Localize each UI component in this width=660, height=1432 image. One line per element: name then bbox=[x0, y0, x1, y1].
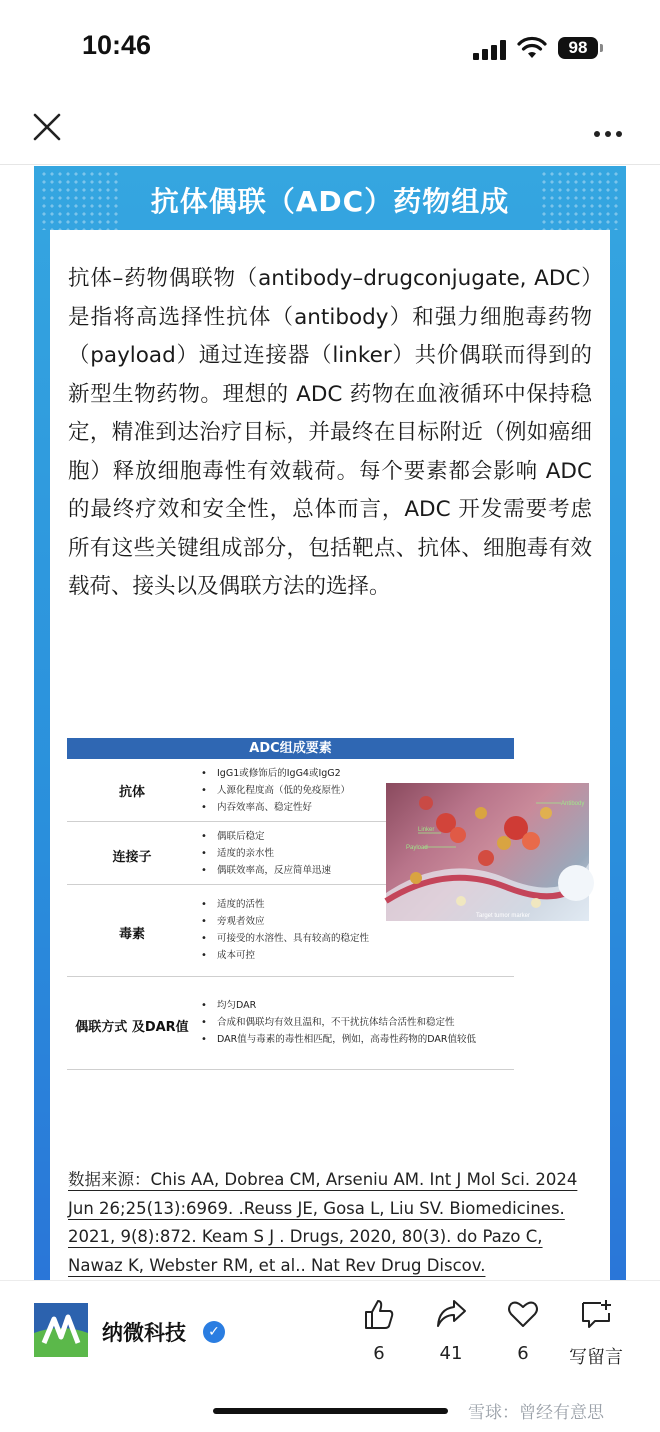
row-item: • DAR值与毒素的毒性相匹配，例如，高毒性药物的DAR值较低 bbox=[199, 1031, 476, 1048]
like-button[interactable] bbox=[349, 1297, 409, 1364]
watermark: 雪球：曾经有意思 bbox=[468, 1403, 604, 1423]
row-label: 毒素 bbox=[118, 927, 145, 942]
illus-label-antibody: Antibody bbox=[561, 801, 585, 807]
wifi-icon bbox=[517, 36, 547, 60]
share-arrow-icon bbox=[434, 1297, 468, 1331]
row-item: • 合成和偶联均有效且温和，不干扰抗体结合活性和稳定性 bbox=[199, 1014, 476, 1031]
row-item: • 旁观者效应 bbox=[199, 913, 369, 930]
row-item: • 均匀DAR bbox=[199, 997, 476, 1014]
battery-tip bbox=[600, 44, 603, 52]
illus-label-linker: Linker bbox=[418, 827, 435, 833]
status-bar bbox=[0, 0, 660, 100]
row-label: 连接子 bbox=[112, 850, 152, 865]
author-logo-icon bbox=[34, 1303, 88, 1357]
adc-illustration bbox=[386, 783, 589, 921]
share-button[interactable] bbox=[421, 1297, 481, 1364]
row-item: • 适度的活性 bbox=[199, 896, 369, 913]
row-item: • 成本可控 bbox=[199, 947, 369, 964]
nav-bar bbox=[0, 100, 660, 165]
comment-label: 写留言 bbox=[569, 1347, 623, 1368]
heart-icon bbox=[506, 1297, 540, 1331]
row-item: • 人源化程度高（低的免疫原性） bbox=[199, 782, 350, 799]
row-item: • IgG1或修饰后的IgG4或IgG2 bbox=[199, 765, 350, 782]
illus-label-payload: Payload bbox=[406, 845, 428, 851]
author-name[interactable]: 纳微科技 bbox=[102, 1321, 186, 1345]
more-options-icon[interactable] bbox=[594, 122, 627, 141]
row-item: • 可接受的水溶性、具有较高的稳定性 bbox=[199, 930, 369, 947]
comment-button[interactable] bbox=[566, 1297, 626, 1369]
close-icon[interactable] bbox=[30, 110, 64, 144]
poster-title: 抗体偶联（ADC）药物组成 bbox=[150, 185, 510, 218]
row-item: • 偶联后稳定 bbox=[199, 828, 331, 845]
favorite-button[interactable] bbox=[493, 1297, 553, 1364]
status-time: 10:46 bbox=[82, 30, 152, 60]
favorite-count: 6 bbox=[517, 1343, 529, 1364]
poster-card bbox=[50, 230, 610, 1280]
illus-label-target: Target tumor marker bbox=[476, 913, 531, 919]
comment-plus-icon bbox=[579, 1297, 613, 1331]
table-header: ADC组成要素 bbox=[67, 738, 514, 759]
row-item: • 适度的亲水性 bbox=[199, 845, 331, 862]
row-label: 抗体 bbox=[118, 785, 145, 800]
like-count: 6 bbox=[373, 1343, 385, 1364]
row-item: • 偶联效率高，反应简单迅速 bbox=[199, 862, 331, 879]
row-label: 偶联方式 及DAR值 bbox=[75, 1020, 189, 1035]
table-row bbox=[67, 977, 514, 1070]
author-avatar[interactable] bbox=[34, 1303, 88, 1357]
intro-paragraph: 抗体–药物偶联物（antibody–drugconjugate, ADC）是指将高选择性抗体（antibody）和强力细胞毒药物（payload）通过连接器（linker）共价偶联而得到的新型生物药物。理想的 ADC 药物在血液循环中保持稳定，精准到达治疗目标，并最终在目标附近（例如癌细胞）释放细胞毒性有效载荷。每个要素都会影响 ADC 的最终疗效和安全性，总体而言，ADC 开发需要考虑所有这些关键组成部分，包括靶点、抗体、细胞毒有效载荷、接头以及偶联方法的选择。 bbox=[68, 266, 592, 599]
battery-icon: 98 bbox=[558, 37, 598, 59]
article-poster bbox=[34, 166, 626, 1280]
source-text: 数据来源：Chis AA, Dobrea CM, Arseniu AM. Int J Mol Sci. 2024 Jun 26;25(13):6969. .Reuss JE, Gosa L, Liu SV. Biomedicines. 2021, 9(8):872. Keam S J . Drugs, 2020, 80(3). do Pazo C, Nawaz K, Webster RM, et al.. Nat Rev Drug Discov. bbox=[68, 1170, 578, 1275]
home-indicator[interactable] bbox=[213, 1408, 448, 1414]
thumbs-up-icon bbox=[362, 1297, 396, 1331]
share-count: 41 bbox=[439, 1343, 463, 1364]
cellular-signal-icon bbox=[473, 40, 507, 60]
verified-badge-icon: ✓ bbox=[203, 1321, 225, 1343]
row-item: • 内吞效率高、稳定性好 bbox=[199, 799, 350, 816]
